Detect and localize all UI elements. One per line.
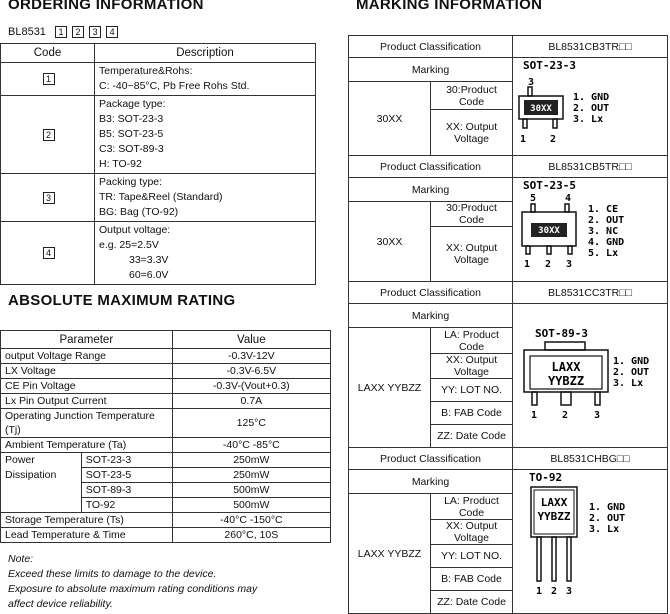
chip-text-line2: YYBZZ xyxy=(537,510,571,523)
param-cell: Storage Temperature (Ts) xyxy=(1,513,173,528)
pin-number: 3 xyxy=(566,259,573,270)
field-cell: XX: Output Voltage xyxy=(431,354,513,379)
desc-line: TR: Tape&Reel (Standard) xyxy=(99,191,223,203)
pkg-cell: SOT-23-5 xyxy=(81,468,172,483)
package-title: SOT-23-5 xyxy=(523,179,576,192)
abs-max-table xyxy=(0,330,331,543)
pin-lead xyxy=(565,204,569,212)
pin-desc: 5. Lx xyxy=(588,248,619,259)
desc-line: Package type: xyxy=(99,98,166,110)
part-box-4: 4 xyxy=(106,26,118,38)
part-number-template xyxy=(8,26,118,38)
package-title: TO-92 xyxy=(529,471,563,484)
field-cell: YY: LOT NO. xyxy=(431,379,513,402)
chip-text-line1: LAXX xyxy=(551,360,581,374)
field-cell: XX: Output Voltage xyxy=(431,110,513,156)
pin-number: 4 xyxy=(565,193,572,204)
pin-lead xyxy=(568,246,572,254)
table-row xyxy=(349,282,668,304)
desc-line: 33=3.3V xyxy=(129,254,169,266)
pin-lead xyxy=(595,392,600,405)
value-cell: 260°C, 10S xyxy=(172,528,330,543)
pkg-cell: TO-92 xyxy=(81,498,172,513)
code-box: 4 xyxy=(43,247,55,259)
pc-label: Product Classification xyxy=(349,282,513,304)
chip-text: 30XX xyxy=(530,104,552,114)
desc-line: BG: Bag (TO-92) xyxy=(99,206,179,218)
pin-lead xyxy=(523,119,527,128)
tab xyxy=(545,342,585,350)
marking-label: Marking xyxy=(349,178,513,202)
pin-number: 5 xyxy=(530,193,537,204)
pin-desc: 2. OUT xyxy=(589,513,626,524)
value-cell: -0.3V-6.5V xyxy=(172,364,330,379)
pin-number: 1 xyxy=(520,134,527,145)
marking-code: 30XX xyxy=(349,202,431,282)
field-cell: 30:Product Code xyxy=(431,82,513,110)
pin-lead xyxy=(532,392,537,405)
note-line: Exposure to absolute maximum rating conditions may xyxy=(8,583,258,595)
value-cell: 500mW xyxy=(172,483,330,498)
desc-line: B3: SOT-23-3 xyxy=(99,113,164,125)
param-cell: Ambient Temperature (Ta) xyxy=(1,438,173,453)
part-number: BL8531CC3TR□□ xyxy=(513,282,668,304)
value-cell: 125°C xyxy=(172,409,330,438)
marking-label: Marking xyxy=(349,304,513,328)
pin-number: 1 xyxy=(531,410,538,421)
table-row xyxy=(349,448,668,470)
pin-desc: 1. GND xyxy=(613,356,650,367)
table-row xyxy=(1,438,331,453)
marking-label: Marking xyxy=(349,470,513,494)
table-row xyxy=(1,364,331,379)
notes xyxy=(8,552,257,612)
table-row xyxy=(1,409,331,438)
table-row xyxy=(1,63,316,96)
pin-lead xyxy=(537,537,541,581)
pin-lead xyxy=(528,87,532,96)
note-line: Note: xyxy=(8,553,34,565)
pin-desc: 2. OUT xyxy=(613,367,650,378)
marking-code xyxy=(349,328,431,448)
param-cell: LX Voltage xyxy=(1,364,173,379)
table-row xyxy=(1,513,331,528)
table-row xyxy=(349,470,668,494)
pc-label: Product Classification xyxy=(349,156,513,178)
field-cell: XX: Output Voltage xyxy=(431,520,513,545)
field-cell: YY: LOT NO. xyxy=(431,545,513,568)
power-dissipation-label: Power Dissipation xyxy=(1,453,82,513)
table-row xyxy=(349,156,668,178)
chip-text-line1: LAXX xyxy=(540,496,568,509)
field-cell: LA: Product Code xyxy=(431,494,513,520)
col-description: Description xyxy=(95,44,316,63)
ordering-heading: ORDERING INFORMATION xyxy=(8,0,204,13)
field-cell: 30:Product Code xyxy=(431,202,513,227)
col-code: Code xyxy=(1,44,95,63)
table-row xyxy=(1,528,331,543)
pc-label: Product Classification xyxy=(349,36,513,58)
desc-line: Temperature&Rohs: xyxy=(99,65,193,77)
desc-line: C: -40~85°C, Pb Free Rohs Std. xyxy=(99,80,250,92)
desc-line: Output voltage: xyxy=(99,224,171,236)
marking-code xyxy=(349,494,431,614)
pin-desc: 3. Lx xyxy=(573,114,604,125)
pin-desc: 2. OUT xyxy=(573,103,610,114)
table-row xyxy=(1,379,331,394)
value-cell: 250mW xyxy=(172,453,330,468)
param-cell: output Voltage Range xyxy=(1,349,173,364)
package-title: SOT-23-3 xyxy=(523,59,576,72)
code-box: 3 xyxy=(43,192,55,204)
pin-desc: 3. Lx xyxy=(589,524,620,535)
pkg-cell: SOT-89-3 xyxy=(81,483,172,498)
pin-number: 3 xyxy=(528,77,535,88)
pin-lead xyxy=(553,119,557,128)
marking-table xyxy=(348,35,668,614)
note-line: Exceed these limits to damage to the device. xyxy=(8,568,217,580)
value-cell: -0.3V-(Vout+0.3) xyxy=(172,379,330,394)
table-row xyxy=(1,96,316,174)
desc-line: B5: SOT-23-5 xyxy=(99,128,164,140)
value-cell: 250mW xyxy=(172,468,330,483)
sot89-3-diagram xyxy=(513,304,668,448)
ordering-table xyxy=(0,43,316,285)
part-box-3: 3 xyxy=(89,26,101,38)
table-row xyxy=(1,222,316,285)
to92-diagram xyxy=(513,470,668,614)
part-prefix: BL8531 xyxy=(8,26,46,38)
desc-line: H: TO-92 xyxy=(99,158,142,170)
pin-number: 2 xyxy=(545,259,552,270)
marking-code-text: LAXX YYBZZ xyxy=(357,547,422,560)
param-cell: CE Pin Voltage xyxy=(1,379,173,394)
field-cell: XX: Output Voltage xyxy=(431,227,513,282)
part-number: BL8531CHBG□□ xyxy=(513,448,668,470)
value-cell: -0.3V-12V xyxy=(172,349,330,364)
table-row xyxy=(349,178,668,202)
sot23-5-diagram xyxy=(513,178,668,282)
pin-number: 2 xyxy=(551,586,558,597)
sot23-3-diagram xyxy=(513,58,668,156)
field-cell: LA: Product Code xyxy=(431,328,513,354)
note-line: affect device reliability. xyxy=(8,598,113,610)
part-box-1: 1 xyxy=(55,26,67,38)
desc-line: C3: SOT-89-3 xyxy=(99,143,164,155)
pin-desc: 1. GND xyxy=(589,502,626,513)
part-box-2: 2 xyxy=(72,26,84,38)
pin-desc: 1. GND xyxy=(573,92,610,103)
table-row xyxy=(349,36,668,58)
value-cell: 0.7A xyxy=(172,394,330,409)
table-row xyxy=(1,174,316,222)
abs-max-heading: ABSOLUTE MAXIMUM RATING xyxy=(8,292,236,309)
table-row xyxy=(349,58,668,82)
chip-text-line2: YYBZZ xyxy=(547,374,585,388)
pin-desc: 3. Lx xyxy=(613,378,644,389)
desc-line: 60=6.0V xyxy=(129,269,169,281)
marking-heading: MARKING INFORMATION xyxy=(356,0,543,13)
pin-desc: 2. OUT xyxy=(588,215,625,226)
code-box: 1 xyxy=(43,73,55,85)
part-number: BL8531CB5TR□□ xyxy=(513,156,668,178)
pin-desc: 4. GND xyxy=(588,237,625,248)
field-cell: ZZ: Date Code xyxy=(431,425,513,448)
desc-line: Packing type: xyxy=(99,176,163,188)
pin-lead xyxy=(561,392,571,405)
field-cell: ZZ: Date Code xyxy=(431,591,513,614)
param-cell: Operating Junction Temperature (Tj) xyxy=(1,409,173,438)
param-cell: Lead Temperature & Time xyxy=(1,528,173,543)
chip-text: 30XX xyxy=(538,226,560,236)
param-cell: Lx Pin Output Current xyxy=(1,394,173,409)
pin-desc: 3. NC xyxy=(588,226,619,237)
value-cell: -40°C -85°C xyxy=(172,438,330,453)
col-parameter: Parameter xyxy=(1,331,173,349)
pin-lead xyxy=(552,537,556,581)
pkg-cell: SOT-23-3 xyxy=(81,453,172,468)
field-cell: B: FAB Code xyxy=(431,568,513,591)
pin-number: 2 xyxy=(550,134,557,145)
pin-number: 1 xyxy=(536,586,543,597)
col-value: Value xyxy=(172,331,330,349)
pin-number: 1 xyxy=(524,259,531,270)
table-row xyxy=(1,394,331,409)
pin-number: 3 xyxy=(566,586,573,597)
pin-lead xyxy=(531,204,535,212)
marking-code-text: LAXX YYBZZ xyxy=(357,381,422,394)
table-row xyxy=(349,304,668,328)
pin-desc: 1. CE xyxy=(588,204,619,215)
pin-number: 2 xyxy=(562,410,569,421)
code-box: 2 xyxy=(43,129,55,141)
marking-code: 30XX xyxy=(349,82,431,156)
pin-lead xyxy=(567,537,571,581)
value-cell: 500mW xyxy=(172,498,330,513)
marking-label: Marking xyxy=(349,58,513,82)
pin-lead xyxy=(526,246,530,254)
pin-number: 3 xyxy=(594,410,601,421)
table-row xyxy=(1,349,331,364)
field-cell: B: FAB Code xyxy=(431,402,513,425)
desc-line: e.g. 25=2.5V xyxy=(99,239,159,251)
value-cell: -40°C -150°C xyxy=(172,513,330,528)
pin-lead xyxy=(547,246,551,254)
part-number: BL8531CB3TR□□ xyxy=(513,36,668,58)
package-title: SOT-89-3 xyxy=(535,327,588,340)
pc-label: Product Classification xyxy=(349,448,513,470)
table-row xyxy=(1,453,331,468)
